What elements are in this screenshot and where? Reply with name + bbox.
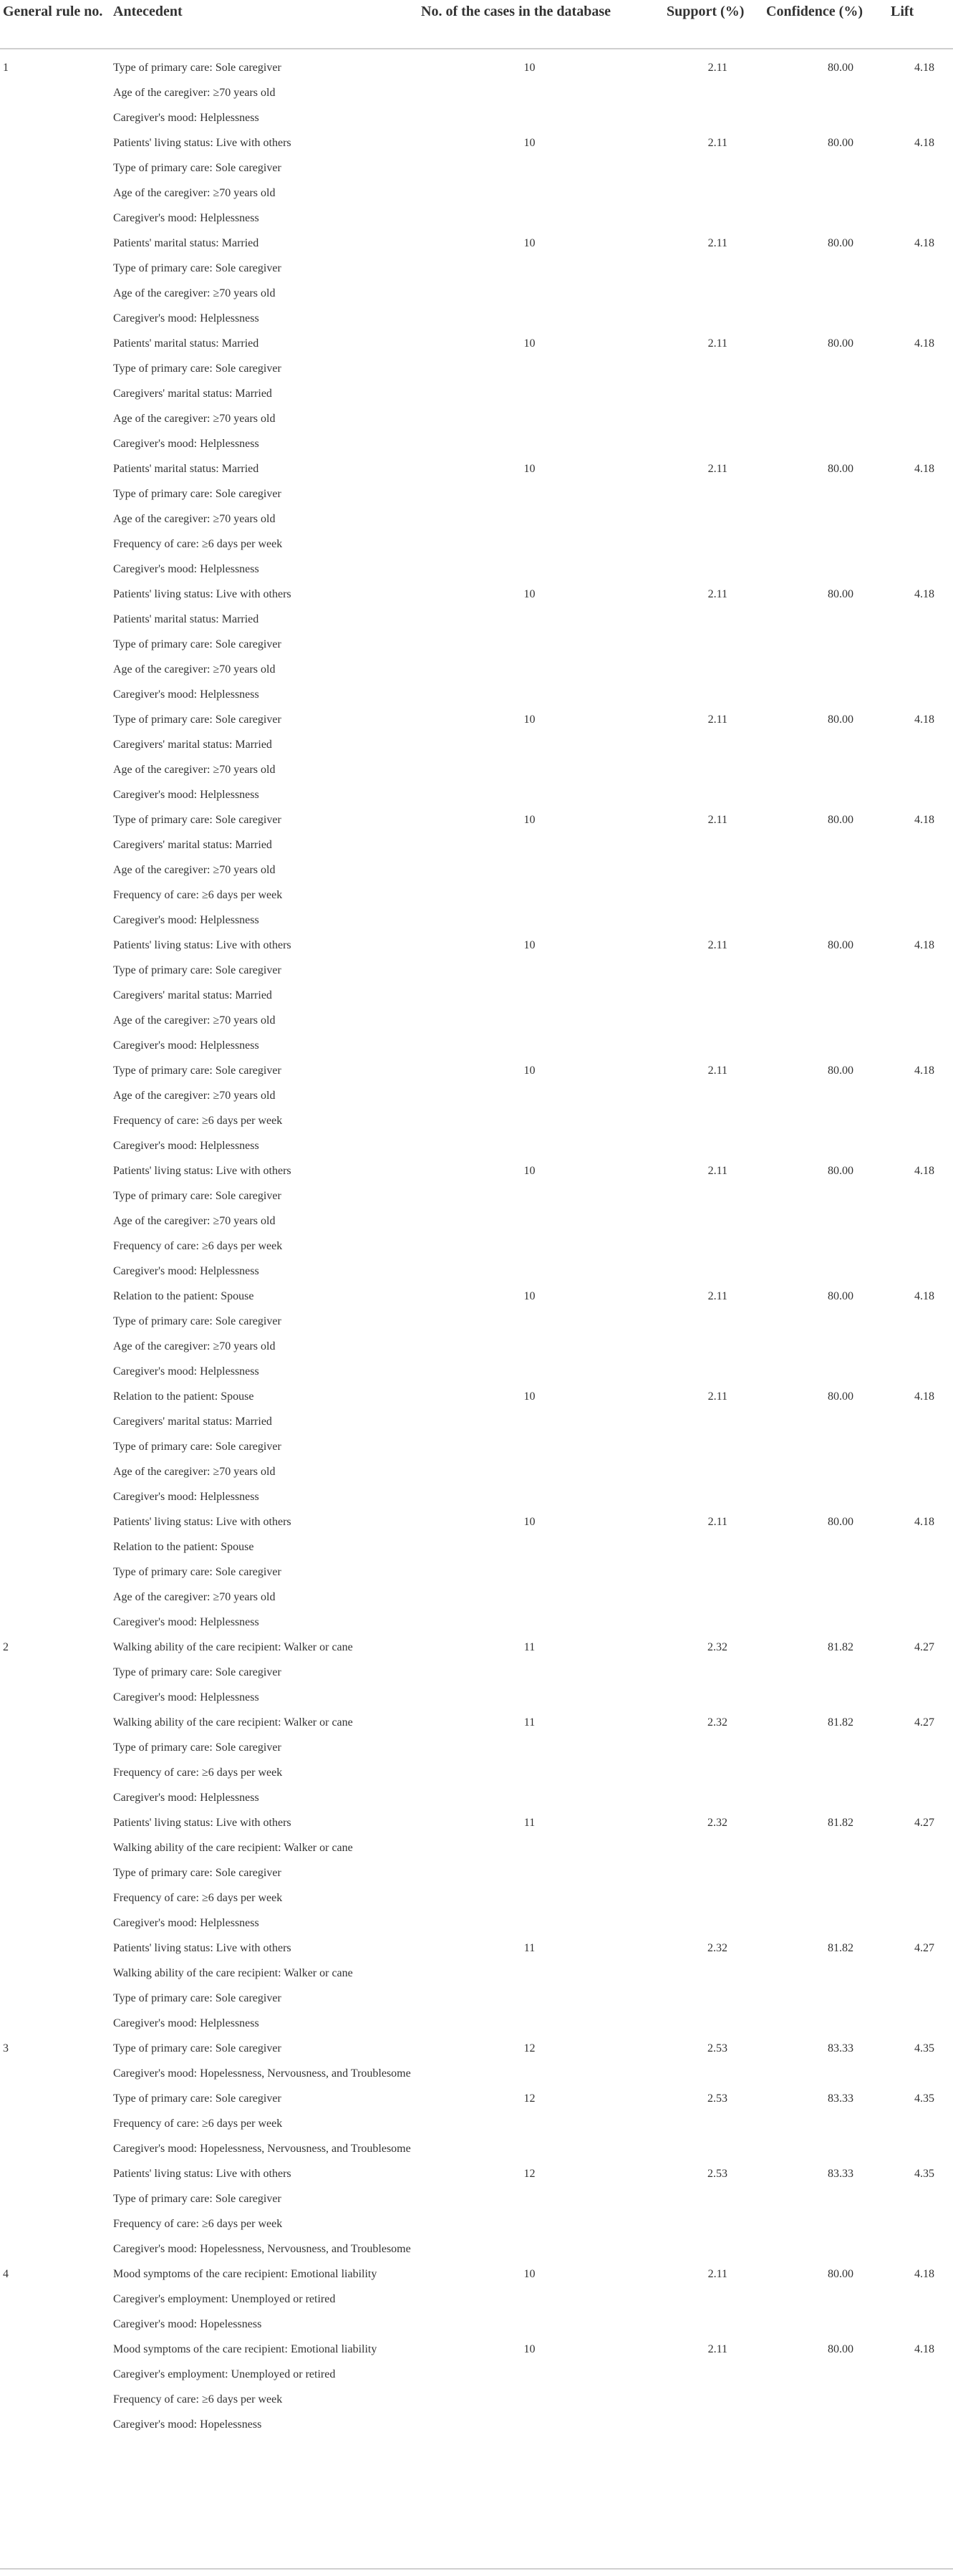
antecedent-item: Mood symptoms of the care recipient: Emotional liability xyxy=(113,2268,377,2280)
cell-lift: 4.27 xyxy=(914,1716,934,1729)
antecedent-item: Frequency of care: ≥6 days per week xyxy=(113,1767,283,1779)
table-row xyxy=(0,2262,953,2337)
cell-confidence: 80.00 xyxy=(828,337,853,350)
antecedent-item: Patients' living status: Live with others xyxy=(113,588,291,600)
cell-antecedent xyxy=(113,130,421,231)
table-row xyxy=(0,130,953,231)
antecedent-item: Caregivers' marital status: Married xyxy=(113,1416,272,1428)
antecedent-item: Relation to the patient: Spouse xyxy=(113,1290,254,1302)
antecedent-item: Caregiver's mood: Helplessness xyxy=(113,1691,259,1703)
cell-support: 2.53 xyxy=(707,2092,727,2105)
antecedent-item: Patients' marital status: Married xyxy=(113,337,259,350)
antecedent-item: Age of the caregiver: ≥70 years old xyxy=(113,764,276,776)
cell-antecedent xyxy=(113,2086,421,2161)
cell-rule-number xyxy=(0,456,113,582)
antecedent-item: Caregiver's mood: Helplessness xyxy=(113,1140,259,1152)
antecedent-item: Type of primary care: Sole caregiver xyxy=(113,262,281,274)
antecedent-item: Caregiver's mood: Hopelessness, Nervousness, and Troublesome xyxy=(113,2143,411,2155)
antecedent-item: Age of the caregiver: ≥70 years old xyxy=(113,1340,276,1352)
cell-support: 2.11 xyxy=(707,814,727,826)
antecedent-item: Relation to the patient: Spouse xyxy=(113,1390,254,1403)
cell-lift: 4.18 xyxy=(914,1290,934,1302)
cell-cases: 12 xyxy=(523,2042,536,2054)
antecedent-item: Frequency of care: ≥6 days per week xyxy=(113,1240,283,1252)
cell-antecedent xyxy=(113,1710,421,1810)
cell-lift: 4.18 xyxy=(914,237,934,249)
table-row xyxy=(0,1509,953,1635)
cell-antecedent xyxy=(113,1384,421,1509)
cell-antecedent xyxy=(113,2036,421,2086)
antecedent-item: Caregiver's mood: Helplessness xyxy=(113,1917,259,1929)
antecedent-item: Walking ability of the care recipient: Walker or cane xyxy=(113,1716,353,1729)
cell-antecedent xyxy=(113,456,421,582)
antecedent-item: Age of the caregiver: ≥70 years old xyxy=(113,287,276,299)
antecedent-item: Walking ability of the care recipient: Walker or cane xyxy=(113,1641,353,1653)
antecedent-item: Relation to the patient: Spouse xyxy=(113,1541,254,1553)
cell-cases: 11 xyxy=(523,1942,536,1954)
antecedent-item: Type of primary care: Sole caregiver xyxy=(113,162,281,174)
antecedent-item: Caregiver's mood: Hopelessness, Nervousness, and Troublesome xyxy=(113,2067,411,2080)
cell-lift: 4.27 xyxy=(914,1817,934,1829)
cell-cases: 10 xyxy=(523,713,536,726)
antecedent-item: Patients' living status: Live with others xyxy=(113,1165,291,1177)
cell-support: 2.11 xyxy=(707,1165,727,1177)
cell-rule-number: 1 xyxy=(3,62,9,74)
cell-cases: 11 xyxy=(523,1817,536,1829)
cell-rule-number xyxy=(0,1384,113,1509)
table-row xyxy=(0,2337,953,2437)
antecedent-item: Age of the caregiver: ≥70 years old xyxy=(113,413,276,425)
cell-rule-number: 2 xyxy=(3,1641,9,1653)
cell-antecedent xyxy=(113,231,421,331)
cell-confidence: 81.82 xyxy=(828,1817,853,1829)
cell-lift: 4.18 xyxy=(914,62,934,74)
antecedent-item: Caregiver's mood: Hopelessness xyxy=(113,2418,262,2431)
antecedent-item: Type of primary care: Sole caregiver xyxy=(113,1867,281,1879)
antecedent-item: Type of primary care: Sole caregiver xyxy=(113,638,281,650)
cell-support: 2.11 xyxy=(707,588,727,600)
cell-lift: 4.18 xyxy=(914,814,934,826)
antecedent-item: Type of primary care: Sole caregiver xyxy=(113,2193,281,2205)
cell-cases: 10 xyxy=(523,814,536,826)
header-row xyxy=(0,0,953,49)
cell-lift: 4.18 xyxy=(914,337,934,350)
cell-confidence: 80.00 xyxy=(828,1165,853,1177)
cell-rule-number xyxy=(0,2337,113,2437)
antecedent-item: Caregiver's mood: Helplessness xyxy=(113,688,259,701)
cell-confidence: 80.00 xyxy=(828,1390,853,1403)
antecedent-item: Caregiver's mood: Helplessness xyxy=(113,1265,259,1277)
cell-support: 2.11 xyxy=(707,1516,727,1528)
cell-confidence: 81.82 xyxy=(828,1716,853,1729)
antecedent-item: Type of primary care: Sole caregiver xyxy=(113,2092,281,2105)
header-antecedent: Antecedent xyxy=(113,0,421,49)
cell-rule-number: 4 xyxy=(3,2268,9,2280)
antecedent-item: Age of the caregiver: ≥70 years old xyxy=(113,513,276,525)
cell-lift: 4.27 xyxy=(914,1942,934,1954)
cell-confidence: 80.00 xyxy=(828,62,853,74)
cell-antecedent xyxy=(113,1635,421,1710)
antecedent-item: Type of primary care: Sole caregiver xyxy=(113,362,281,375)
cell-confidence: 83.33 xyxy=(828,2042,853,2054)
cell-cases: 10 xyxy=(523,1390,536,1403)
cell-confidence: 80.00 xyxy=(828,1516,853,1528)
cell-antecedent xyxy=(113,49,421,130)
antecedent-item: Type of primary care: Sole caregiver xyxy=(113,1190,281,1202)
table-row xyxy=(0,1936,953,2036)
cell-confidence: 80.00 xyxy=(828,814,853,826)
cell-lift: 4.18 xyxy=(914,713,934,726)
antecedent-item: Walking ability of the care recipient: Walker or cane xyxy=(113,1967,353,1979)
cell-confidence: 80.00 xyxy=(828,2268,853,2280)
cell-support: 2.11 xyxy=(707,2343,727,2355)
cell-rule-number xyxy=(0,1810,113,1936)
cell-cases: 10 xyxy=(523,463,536,475)
cell-lift: 4.35 xyxy=(914,2042,934,2054)
table-row xyxy=(0,1284,953,1384)
antecedent-item: Patients' living status: Live with others xyxy=(113,939,291,951)
antecedent-item: Caregiver's mood: Helplessness xyxy=(113,112,259,124)
antecedent-item: Type of primary care: Sole caregiver xyxy=(113,1441,281,1453)
cell-confidence: 80.00 xyxy=(828,2343,853,2355)
cell-rule-number xyxy=(0,1936,113,2036)
cell-cases: 10 xyxy=(523,588,536,600)
table-row xyxy=(0,807,953,933)
table-row xyxy=(0,2036,953,2086)
table-body xyxy=(0,49,953,2437)
cell-cases: 10 xyxy=(523,1064,536,1077)
antecedent-item: Type of primary care: Sole caregiver xyxy=(113,814,281,826)
antecedent-item: Caregiver's mood: Hopelessness xyxy=(113,2318,262,2330)
cell-rule-number xyxy=(0,1509,113,1635)
antecedent-item: Caregiver's mood: Helplessness xyxy=(113,914,259,926)
cell-antecedent xyxy=(113,707,421,807)
cell-support: 2.11 xyxy=(707,337,727,350)
antecedent-item: Type of primary care: Sole caregiver xyxy=(113,1741,281,1754)
cell-support: 2.32 xyxy=(707,1942,727,1954)
antecedent-item: Caregiver's mood: Helplessness xyxy=(113,1365,259,1378)
antecedent-item: Patients' living status: Live with others xyxy=(113,1516,291,1528)
cell-rule-number xyxy=(0,1158,113,1284)
antecedent-item: Caregiver's mood: Hopelessness, Nervousness, and Troublesome xyxy=(113,2243,411,2255)
cell-confidence: 80.00 xyxy=(828,237,853,249)
antecedent-item: Age of the caregiver: ≥70 years old xyxy=(113,1215,276,1227)
table-row xyxy=(0,456,953,582)
antecedent-item: Frequency of care: ≥6 days per week xyxy=(113,538,283,550)
cell-cases: 11 xyxy=(523,1716,536,1729)
cell-cases: 12 xyxy=(523,2092,536,2105)
cell-cases: 12 xyxy=(523,2168,536,2180)
cell-cases: 10 xyxy=(523,137,536,149)
antecedent-item: Frequency of care: ≥6 days per week xyxy=(113,2218,283,2230)
antecedent-item: Type of primary care: Sole caregiver xyxy=(113,964,281,976)
cell-antecedent xyxy=(113,1158,421,1284)
cell-confidence: 80.00 xyxy=(828,588,853,600)
cell-support: 2.11 xyxy=(707,1290,727,1302)
antecedent-item: Caregiver's mood: Helplessness xyxy=(113,1039,259,1052)
cell-lift: 4.18 xyxy=(914,137,934,149)
cell-cases: 10 xyxy=(523,2343,536,2355)
antecedent-item: Type of primary care: Sole caregiver xyxy=(113,488,281,500)
cell-cases: 10 xyxy=(523,62,536,74)
antecedent-item: Age of the caregiver: ≥70 years old xyxy=(113,1014,276,1027)
cell-support: 2.11 xyxy=(707,463,727,475)
antecedent-item: Caregiver's employment: Unemployed or retired xyxy=(113,2368,336,2380)
cell-rule-number xyxy=(0,1710,113,1810)
cell-confidence: 80.00 xyxy=(828,137,853,149)
cell-support: 2.11 xyxy=(707,137,727,149)
cell-confidence: 81.82 xyxy=(828,1942,853,1954)
cell-support: 2.11 xyxy=(707,2268,727,2280)
cell-antecedent xyxy=(113,1810,421,1936)
antecedent-item: Frequency of care: ≥6 days per week xyxy=(113,1115,283,1127)
table-row xyxy=(0,1635,953,1710)
cell-cases: 10 xyxy=(523,1516,536,1528)
table-row xyxy=(0,2161,953,2262)
cell-rule-number xyxy=(0,231,113,331)
header-support: Support (%) xyxy=(667,0,766,49)
cell-confidence: 80.00 xyxy=(828,713,853,726)
cell-antecedent xyxy=(113,2337,421,2437)
cell-confidence: 80.00 xyxy=(828,939,853,951)
table-header xyxy=(0,0,953,49)
antecedent-item: Frequency of care: ≥6 days per week xyxy=(113,2118,283,2130)
cell-antecedent xyxy=(113,1509,421,1635)
antecedent-item: Type of primary care: Sole caregiver xyxy=(113,1064,281,1077)
cell-cases: 10 xyxy=(523,939,536,951)
table-row xyxy=(0,1058,953,1158)
antecedent-item: Caregivers' marital status: Married xyxy=(113,739,272,751)
cell-support: 2.53 xyxy=(707,2042,727,2054)
antecedent-item: Caregivers' marital status: Married xyxy=(113,989,272,1001)
cell-lift: 4.18 xyxy=(914,2268,934,2280)
antecedent-item: Type of primary care: Sole caregiver xyxy=(113,1566,281,1578)
antecedent-item: Patients' living status: Live with others xyxy=(113,1942,291,1954)
cell-cases: 10 xyxy=(523,1165,536,1177)
cell-antecedent xyxy=(113,1058,421,1158)
cell-support: 2.32 xyxy=(707,1817,727,1829)
antecedent-item: Caregiver's mood: Helplessness xyxy=(113,1491,259,1503)
cell-antecedent xyxy=(113,2262,421,2337)
table-row xyxy=(0,2086,953,2161)
cell-support: 2.32 xyxy=(707,1641,727,1653)
antecedent-item: Type of primary care: Sole caregiver xyxy=(113,713,281,726)
antecedent-item: Caregivers' marital status: Married xyxy=(113,839,272,851)
cell-support: 2.11 xyxy=(707,237,727,249)
cell-rule-number xyxy=(0,707,113,807)
cell-rule-number xyxy=(0,582,113,707)
cell-antecedent xyxy=(113,331,421,456)
antecedent-item: Caregiver's mood: Helplessness xyxy=(113,2017,259,2029)
cell-cases: 10 xyxy=(523,237,536,249)
antecedent-item: Type of primary care: Sole caregiver xyxy=(113,62,281,74)
table-row xyxy=(0,1810,953,1936)
antecedent-item: Caregiver's mood: Helplessness xyxy=(113,789,259,801)
cell-antecedent xyxy=(113,582,421,707)
antecedent-item: Caregivers' marital status: Married xyxy=(113,388,272,400)
antecedent-item: Age of the caregiver: ≥70 years old xyxy=(113,1090,276,1102)
cell-rule-number xyxy=(0,2161,113,2262)
table-row xyxy=(0,707,953,807)
antecedent-item: Walking ability of the care recipient: Walker or cane xyxy=(113,1842,353,1854)
cell-antecedent xyxy=(113,1284,421,1384)
cell-cases: 11 xyxy=(523,1641,536,1653)
cell-lift: 4.18 xyxy=(914,463,934,475)
antecedent-item: Mood symptoms of the care recipient: Emotional liability xyxy=(113,2343,377,2355)
antecedent-item: Patients' marital status: Married xyxy=(113,237,259,249)
cell-lift: 4.27 xyxy=(914,1641,934,1653)
antecedent-item: Patients' living status: Live with others xyxy=(113,1817,291,1829)
cell-lift: 4.35 xyxy=(914,2168,934,2180)
antecedent-item: Patients' living status: Live with others xyxy=(113,137,291,149)
cell-rule-number xyxy=(0,2086,113,2161)
cell-antecedent xyxy=(113,933,421,1058)
antecedent-item: Patients' marital status: Married xyxy=(113,463,259,475)
cell-lift: 4.18 xyxy=(914,1516,934,1528)
header-confidence: Confidence (%) xyxy=(766,0,891,49)
cell-cases: 10 xyxy=(523,2268,536,2280)
cell-rule-number xyxy=(0,1284,113,1384)
cell-confidence: 83.33 xyxy=(828,2092,853,2105)
cell-rule-number xyxy=(0,1058,113,1158)
cell-rule-number: 3 xyxy=(3,2042,9,2054)
antecedent-item: Caregiver's mood: Helplessness xyxy=(113,438,259,450)
antecedent-item: Caregiver's mood: Helplessness xyxy=(113,212,259,224)
cell-antecedent xyxy=(113,1936,421,2036)
cell-rule-number xyxy=(0,130,113,231)
table-row xyxy=(0,49,953,130)
cell-confidence: 80.00 xyxy=(828,1064,853,1077)
cell-support: 2.11 xyxy=(707,62,727,74)
antecedent-item: Frequency of care: ≥6 days per week xyxy=(113,2393,283,2406)
antecedent-item: Type of primary care: Sole caregiver xyxy=(113,1315,281,1327)
cell-lift: 4.18 xyxy=(914,2343,934,2355)
cell-rule-number xyxy=(0,807,113,933)
cell-lift: 4.18 xyxy=(914,1165,934,1177)
antecedent-item: Patients' marital status: Married xyxy=(113,613,259,625)
table-row xyxy=(0,1158,953,1284)
cell-lift: 4.18 xyxy=(914,1064,934,1077)
cell-confidence: 83.33 xyxy=(828,2168,853,2180)
table-row xyxy=(0,933,953,1058)
antecedent-item: Age of the caregiver: ≥70 years old xyxy=(113,663,276,676)
cell-support: 2.11 xyxy=(707,713,727,726)
antecedent-item: Type of primary care: Sole caregiver xyxy=(113,1666,281,1678)
cell-support: 2.11 xyxy=(707,1390,727,1403)
antecedent-item: Age of the caregiver: ≥70 years old xyxy=(113,864,276,876)
cell-antecedent xyxy=(113,807,421,933)
cell-rule-number xyxy=(0,331,113,456)
antecedent-item: Type of primary care: Sole caregiver xyxy=(113,1992,281,2004)
antecedent-item: Frequency of care: ≥6 days per week xyxy=(113,1892,283,1904)
table-row xyxy=(0,1710,953,1810)
cell-support: 2.11 xyxy=(707,939,727,951)
antecedent-item: Type of primary care: Sole caregiver xyxy=(113,2042,281,2054)
table-row xyxy=(0,331,953,456)
cell-rule-number xyxy=(0,933,113,1058)
cell-cases: 10 xyxy=(523,1290,536,1302)
cell-lift: 4.18 xyxy=(914,939,934,951)
antecedent-item: Frequency of care: ≥6 days per week xyxy=(113,889,283,901)
antecedent-item: Caregiver's mood: Helplessness xyxy=(113,1792,259,1804)
antecedent-item: Age of the caregiver: ≥70 years old xyxy=(113,87,276,99)
cell-antecedent xyxy=(113,2161,421,2262)
cell-lift: 4.18 xyxy=(914,1390,934,1403)
antecedent-item: Age of the caregiver: ≥70 years old xyxy=(113,1591,276,1603)
cell-support: 2.11 xyxy=(707,1064,727,1077)
cell-support: 2.53 xyxy=(707,2168,727,2180)
antecedent-item: Caregiver's mood: Helplessness xyxy=(113,563,259,575)
cell-confidence: 80.00 xyxy=(828,463,853,475)
header-number-of-cases: No. of the cases in the database xyxy=(421,0,667,49)
cell-cases: 10 xyxy=(523,337,536,350)
table-row xyxy=(0,582,953,707)
antecedent-item: Caregiver's mood: Helplessness xyxy=(113,312,259,325)
header-lift: Lift xyxy=(891,0,953,49)
cell-confidence: 80.00 xyxy=(828,1290,853,1302)
header-general-rule-no: General rule no. xyxy=(0,0,113,49)
table-row xyxy=(0,231,953,331)
table-row xyxy=(0,1384,953,1509)
antecedent-item: Caregiver's mood: Helplessness xyxy=(113,1616,259,1628)
antecedent-item: Age of the caregiver: ≥70 years old xyxy=(113,187,276,199)
antecedent-item: Age of the caregiver: ≥70 years old xyxy=(113,1466,276,1478)
table-bottom-border xyxy=(0,2568,953,2570)
cell-lift: 4.18 xyxy=(914,588,934,600)
antecedent-item: Patients' living status: Live with others xyxy=(113,2168,291,2180)
cell-confidence: 81.82 xyxy=(828,1641,853,1653)
antecedent-item: Caregiver's employment: Unemployed or retired xyxy=(113,2293,336,2305)
cell-support: 2.32 xyxy=(707,1716,727,1729)
cell-lift: 4.35 xyxy=(914,2092,934,2105)
